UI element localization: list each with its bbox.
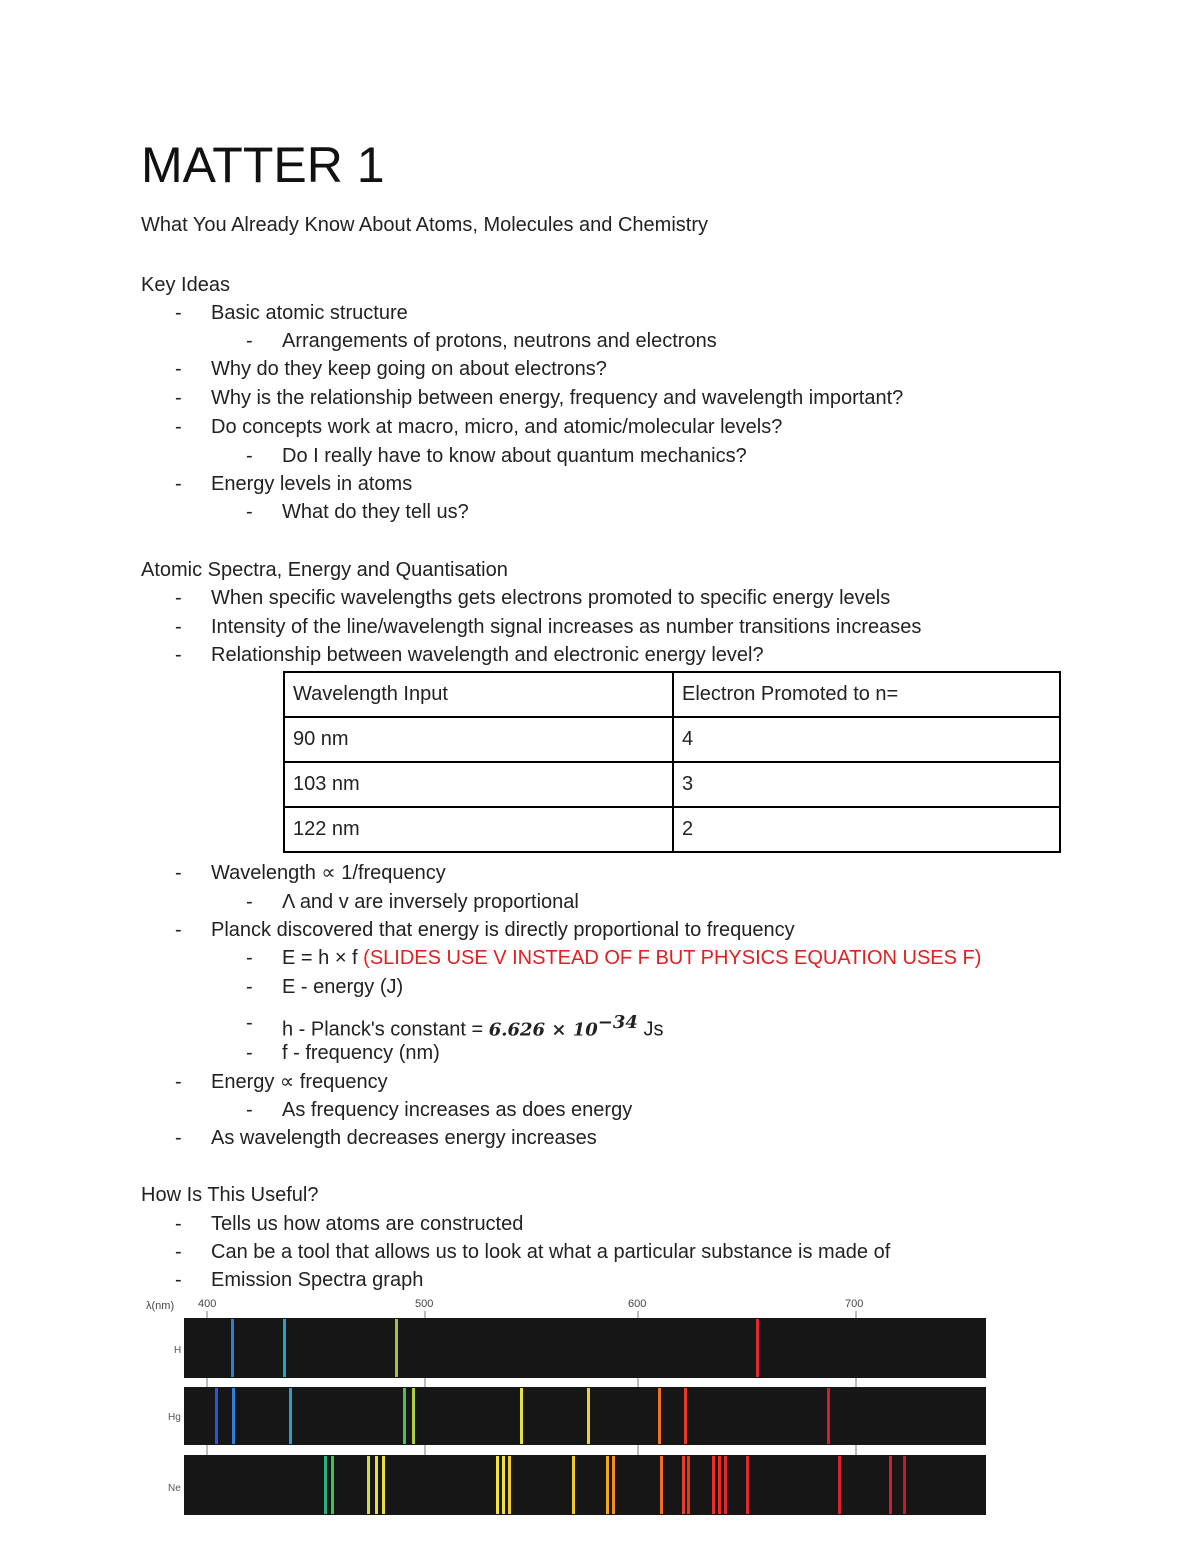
- table-cell: 90 nm: [284, 717, 673, 762]
- list-item: Λ and v are inversely proportional: [282, 891, 579, 913]
- bullet-dash: -: [175, 1241, 182, 1263]
- spectral-line: [502, 1456, 505, 1514]
- spectral-line: [660, 1456, 663, 1514]
- list-item: Arrangements of protons, neutrons and electrons: [282, 330, 717, 352]
- table-header-cell: Electron Promoted to n=: [673, 672, 1060, 717]
- bullet-dash: -: [246, 891, 253, 913]
- spectrum-band-ne: [184, 1455, 986, 1515]
- spectral-line: [215, 1388, 218, 1444]
- spectral-line: [508, 1456, 511, 1514]
- bullet-dash: -: [175, 1127, 182, 1149]
- bullet-dash: -: [246, 976, 253, 998]
- tick-label: 700: [845, 1298, 864, 1310]
- bullet-dash: -: [175, 862, 182, 884]
- spectral-line: [283, 1319, 286, 1377]
- spectral-line: [232, 1388, 235, 1444]
- constant-value: 6.626 × 10: [488, 1019, 598, 1041]
- table-cell: 4: [673, 717, 1060, 762]
- axis-label: λ(nm): [146, 1300, 175, 1312]
- spectrum-band-hg: [184, 1387, 986, 1445]
- spectral-line: [712, 1456, 715, 1514]
- spectral-line: [682, 1456, 685, 1514]
- list-item: Energy levels in atoms: [211, 473, 413, 495]
- spectral-line: [367, 1456, 370, 1514]
- list-item: Why do they keep going on about electrons?: [211, 358, 607, 380]
- list-item: What do they tell us?: [282, 501, 469, 523]
- bullet-dash: -: [175, 358, 182, 380]
- spectral-line: [587, 1388, 590, 1444]
- bullet-dash: -: [175, 1071, 182, 1093]
- bullet-dash: -: [246, 1012, 253, 1034]
- spectral-line: [724, 1456, 727, 1514]
- bullet-dash: -: [175, 587, 182, 609]
- list-item: E - energy (J): [282, 976, 404, 998]
- emission-spectra-figure: [140, 1293, 990, 1523]
- spectral-line: [520, 1388, 523, 1444]
- spectral-line: [382, 1456, 385, 1514]
- spectral-line: [903, 1456, 906, 1514]
- list-item: Intensity of the line/wavelength signal increases as number transitions increases: [211, 616, 922, 638]
- page-subtitle: What You Already Know About Atoms, Molecules and Chemistry: [141, 214, 708, 236]
- table-row: [284, 762, 1060, 807]
- section-heading-key-ideas: Key Ideas: [141, 274, 230, 296]
- list-item: Wavelength ∝ 1/frequency: [211, 862, 446, 884]
- spectral-line: [827, 1388, 830, 1444]
- spectral-line: [496, 1456, 499, 1514]
- spectral-line: [684, 1388, 687, 1444]
- section-heading-atomic-spectra: Atomic Spectra, Energy and Quantisation: [141, 559, 508, 581]
- spectral-line: [403, 1388, 406, 1444]
- bullet-dash: -: [246, 330, 253, 352]
- spectral-line: [375, 1456, 378, 1514]
- list-item: Do concepts work at macro, micro, and atomic/molecular levels?: [211, 416, 783, 438]
- spectral-line: [658, 1388, 661, 1444]
- list-item: Relationship between wavelength and electronic energy level?: [211, 644, 764, 666]
- spectral-line: [838, 1456, 841, 1514]
- bullet-dash: -: [175, 473, 182, 495]
- constant-unit: Js: [643, 1018, 664, 1041]
- bullet-dash: -: [175, 616, 182, 638]
- list-item: f - frequency (nm): [282, 1042, 440, 1064]
- spectral-line: [572, 1456, 575, 1514]
- spectral-line: [718, 1456, 721, 1514]
- bullet-dash: -: [175, 1213, 182, 1235]
- row-label-hg: Hg: [168, 1412, 181, 1423]
- bullet-dash: -: [175, 919, 182, 941]
- constant-label: h - Planck's constant =: [282, 1018, 484, 1041]
- bullet-dash: -: [175, 416, 182, 438]
- bullet-dash: -: [175, 644, 182, 666]
- list-item: When specific wavelengths gets electrons promoted to specific energy levels: [211, 587, 891, 609]
- list-item: [282, 1010, 663, 1044]
- tick-label: 500: [415, 1298, 434, 1310]
- note-text: (SLIDES USE V INSTEAD OF F BUT PHYSICS EQUATION USES F): [363, 947, 982, 969]
- wavelength-table: [283, 671, 1061, 853]
- spectral-line: [289, 1388, 292, 1444]
- spectral-line: [395, 1319, 398, 1377]
- spectral-line: [889, 1456, 892, 1514]
- list-item: Planck discovered that energy is directly proportional to frequency: [211, 919, 795, 941]
- equation-text: E = h × f: [282, 947, 358, 969]
- table-cell: 3: [673, 762, 1060, 807]
- spectral-line: [687, 1456, 690, 1514]
- spectral-line: [331, 1456, 334, 1514]
- spectral-line: [606, 1456, 609, 1514]
- table-header-cell: Wavelength Input: [284, 672, 673, 717]
- constant-exponent: −34: [597, 1012, 638, 1033]
- list-item: Do I really have to know about quantum mechanics?: [282, 445, 747, 467]
- list-item: Why is the relationship between energy, frequency and wavelength important?: [211, 387, 904, 409]
- list-item: [282, 945, 981, 971]
- table-cell: 2: [673, 807, 1060, 852]
- tick-label: 400: [198, 1298, 217, 1310]
- list-item: Can be a tool that allows us to look at what a particular substance is made of: [211, 1241, 891, 1263]
- row-label-h: H: [174, 1345, 182, 1356]
- page-title: MATTER 1: [141, 137, 385, 193]
- bullet-dash: -: [246, 501, 253, 523]
- list-item: Emission Spectra graph: [211, 1269, 424, 1291]
- list-item: Energy ∝ frequency: [211, 1071, 388, 1093]
- table-cell: 103 nm: [284, 762, 673, 807]
- bullet-dash: -: [246, 445, 253, 467]
- list-item: As wavelength decreases energy increases: [211, 1127, 597, 1149]
- bullet-dash: -: [246, 1099, 253, 1121]
- spectral-line: [412, 1388, 415, 1444]
- list-item: Tells us how atoms are constructed: [211, 1213, 524, 1235]
- bullet-dash: -: [246, 1042, 253, 1064]
- tick-label: 600: [628, 1298, 647, 1310]
- spectral-line: [231, 1319, 234, 1377]
- spectral-line: [612, 1456, 615, 1514]
- spectral-line: [324, 1456, 327, 1514]
- table-cell: 122 nm: [284, 807, 673, 852]
- spectral-line: [756, 1319, 759, 1377]
- table-header-row: [284, 672, 1060, 717]
- section-heading-useful: How Is This Useful?: [141, 1184, 319, 1206]
- spectrum-band-h: [184, 1318, 986, 1378]
- table-row: [284, 717, 1060, 762]
- spectral-line: [746, 1456, 749, 1514]
- list-item: Basic atomic structure: [211, 302, 408, 324]
- bullet-dash: -: [175, 302, 182, 324]
- table-row: [284, 807, 1060, 852]
- bullet-dash: -: [175, 1269, 182, 1291]
- row-label-ne: Ne: [168, 1483, 181, 1494]
- list-item: As frequency increases as does energy: [282, 1099, 633, 1121]
- bullet-dash: -: [246, 947, 253, 969]
- bullet-dash: -: [175, 387, 182, 409]
